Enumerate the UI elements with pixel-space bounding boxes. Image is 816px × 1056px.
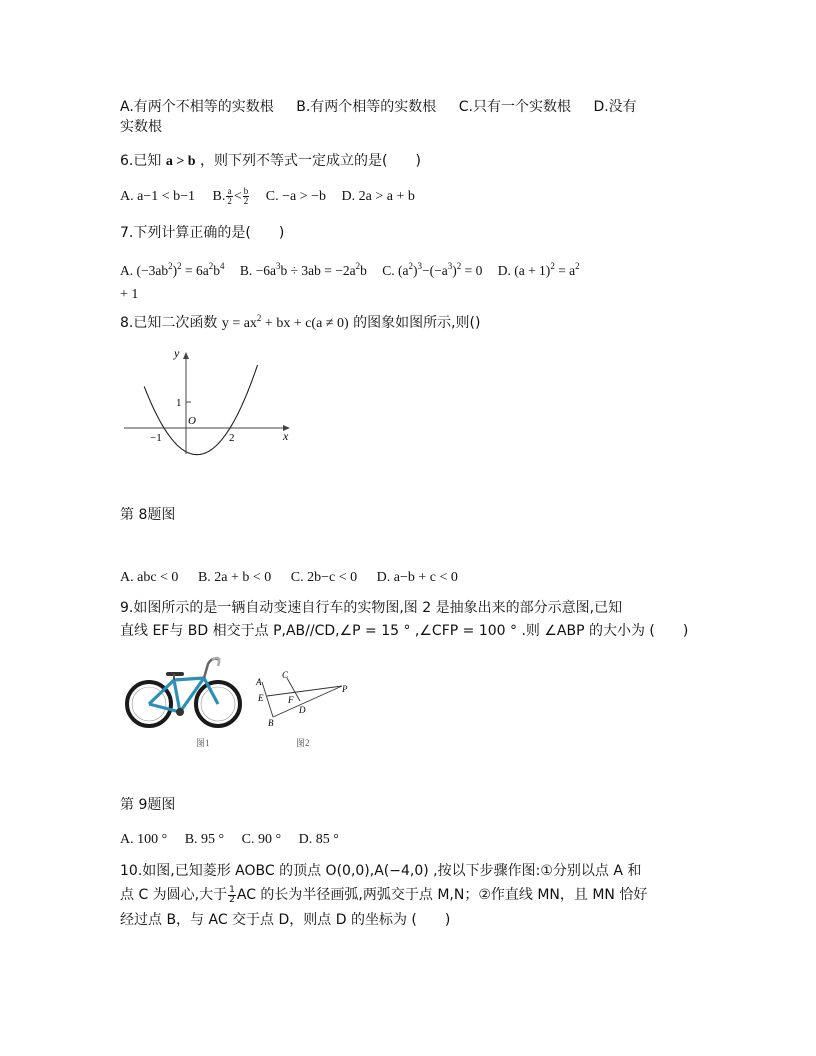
q8-option-a: A. abc < 0 (120, 570, 179, 585)
q9-stem-line2: 直线 EF与 BD 相交于点 P,AB//CD,∠P = 15 ° ,∠CFP = 100 ° .则 ∠ABP 的大小为 ( ) (120, 623, 689, 639)
q6-options (120, 187, 415, 207)
q8-caption: 第 8题图 (120, 507, 176, 523)
point-d-label: D (299, 705, 306, 715)
origin-label: O (188, 415, 196, 427)
q9-options: A. 100 ° B. 95 ° C. 90 ° D. 85 ° (120, 832, 339, 847)
q5-option-d-wrap: 实数根 (120, 119, 162, 135)
q5-option-d: D.没有 (593, 99, 637, 115)
q6-condition: a > b (165, 154, 196, 169)
x-axis-label: x (283, 429, 289, 443)
q7-stem: 7.下列计算正确的是( ) (120, 225, 285, 241)
fig1-caption: 图1 (196, 738, 210, 748)
x-tick-label-2: 2 (229, 432, 235, 444)
bicycle-icon (127, 658, 240, 726)
q9-geometry-figure (254, 668, 354, 752)
q6-stem-post: ，则下列不等式一定成立的是( ) (200, 153, 421, 169)
point-a-label: A (256, 677, 262, 687)
q8-option-d: D. a−b + c < 0 (376, 570, 458, 585)
q8-stem (120, 313, 480, 334)
q5-options (120, 97, 637, 117)
q7-options (120, 261, 580, 281)
q10-stem-line1: 10.如图,已知菱形 AOBC 的顶点 O(0,0),A(−4,0) ,按以下步骤作图:①分别以点 A 和 (120, 863, 642, 879)
q9-stem-line1: 9.如图所示的是一辆自动变速自行车的实物图,图 2 是抽象出来的部分示意图,已知 (120, 600, 623, 616)
q6-option-c: C. −a > −b (265, 189, 327, 204)
q5-option-b: B.有两个相等的实数根 (296, 99, 437, 115)
q7-option-a: A. $(-3ab^2)^2 = 6a^2b^4$ (120, 261, 225, 278)
q7-option-d: D. $(a + 1)^2 = a^2$ (497, 261, 580, 278)
y-axis-label: y (174, 346, 180, 360)
q6-option-d: D. 2a > a + b (341, 189, 415, 204)
q6-option-a: A. a−1 < b−1 (120, 189, 196, 204)
q10-stem-line2: 点 C 为圆心,大于 $\frac{1}{2}$ AC 的长为半径画弧,两弧交于点 M,N；②作直线 MN，且 MN 恰好 (120, 884, 648, 905)
q8-option-c: C. 2b−c < 0 (290, 570, 358, 585)
q7-option-c: C. $(a^2)^3-(-a^3)^2 = 0$ (382, 261, 483, 278)
x-tick-label-neg1: −1 (150, 432, 162, 444)
q5-option-a: A.有两个不相等的实数根 (120, 99, 274, 115)
q8-option-b: B. 2a + b < 0 (197, 570, 272, 585)
q6-stem-pre: 6.已知 (120, 153, 162, 169)
q7-option-d-wrap: + 1 (120, 287, 139, 302)
y-tick-label-1: 1 (176, 397, 182, 409)
q5-option-c: C.只有一个实数根 (458, 99, 571, 115)
q8-parabola-graph (120, 340, 300, 460)
fig2-caption: 图2 (296, 738, 310, 748)
point-e-label: E (258, 693, 264, 703)
q8-stem-post: 的图象如图所示,则() (353, 315, 481, 331)
q8-stem-pre: 8.已知二次函数 (120, 315, 218, 331)
point-c-label: C (282, 670, 289, 680)
q8-function: $y = ax^2$ + bx + c(a ≠ 0) (221, 313, 349, 331)
point-b-label: B (268, 718, 274, 728)
q9-bicycle-photo (122, 652, 246, 752)
q10-stem-line3: 经过点 B，与 AC 交于点 D，则点 D 的坐标为 ( ) (120, 912, 451, 928)
line-ab (262, 682, 273, 717)
q9-caption: 第 9题图 (120, 797, 176, 813)
q6-stem (120, 151, 421, 172)
point-p-label: P (342, 684, 348, 694)
y-axis-arrow (183, 352, 189, 359)
point-f-label: F (288, 695, 294, 705)
q6-option-b: B. $\frac{a}{2}$ < $\frac{b}{2}$ (212, 186, 249, 207)
q8-options (120, 568, 458, 588)
q7-option-b: B. $-6a^3b \div 3ab = -2a^2b$ (239, 261, 367, 278)
